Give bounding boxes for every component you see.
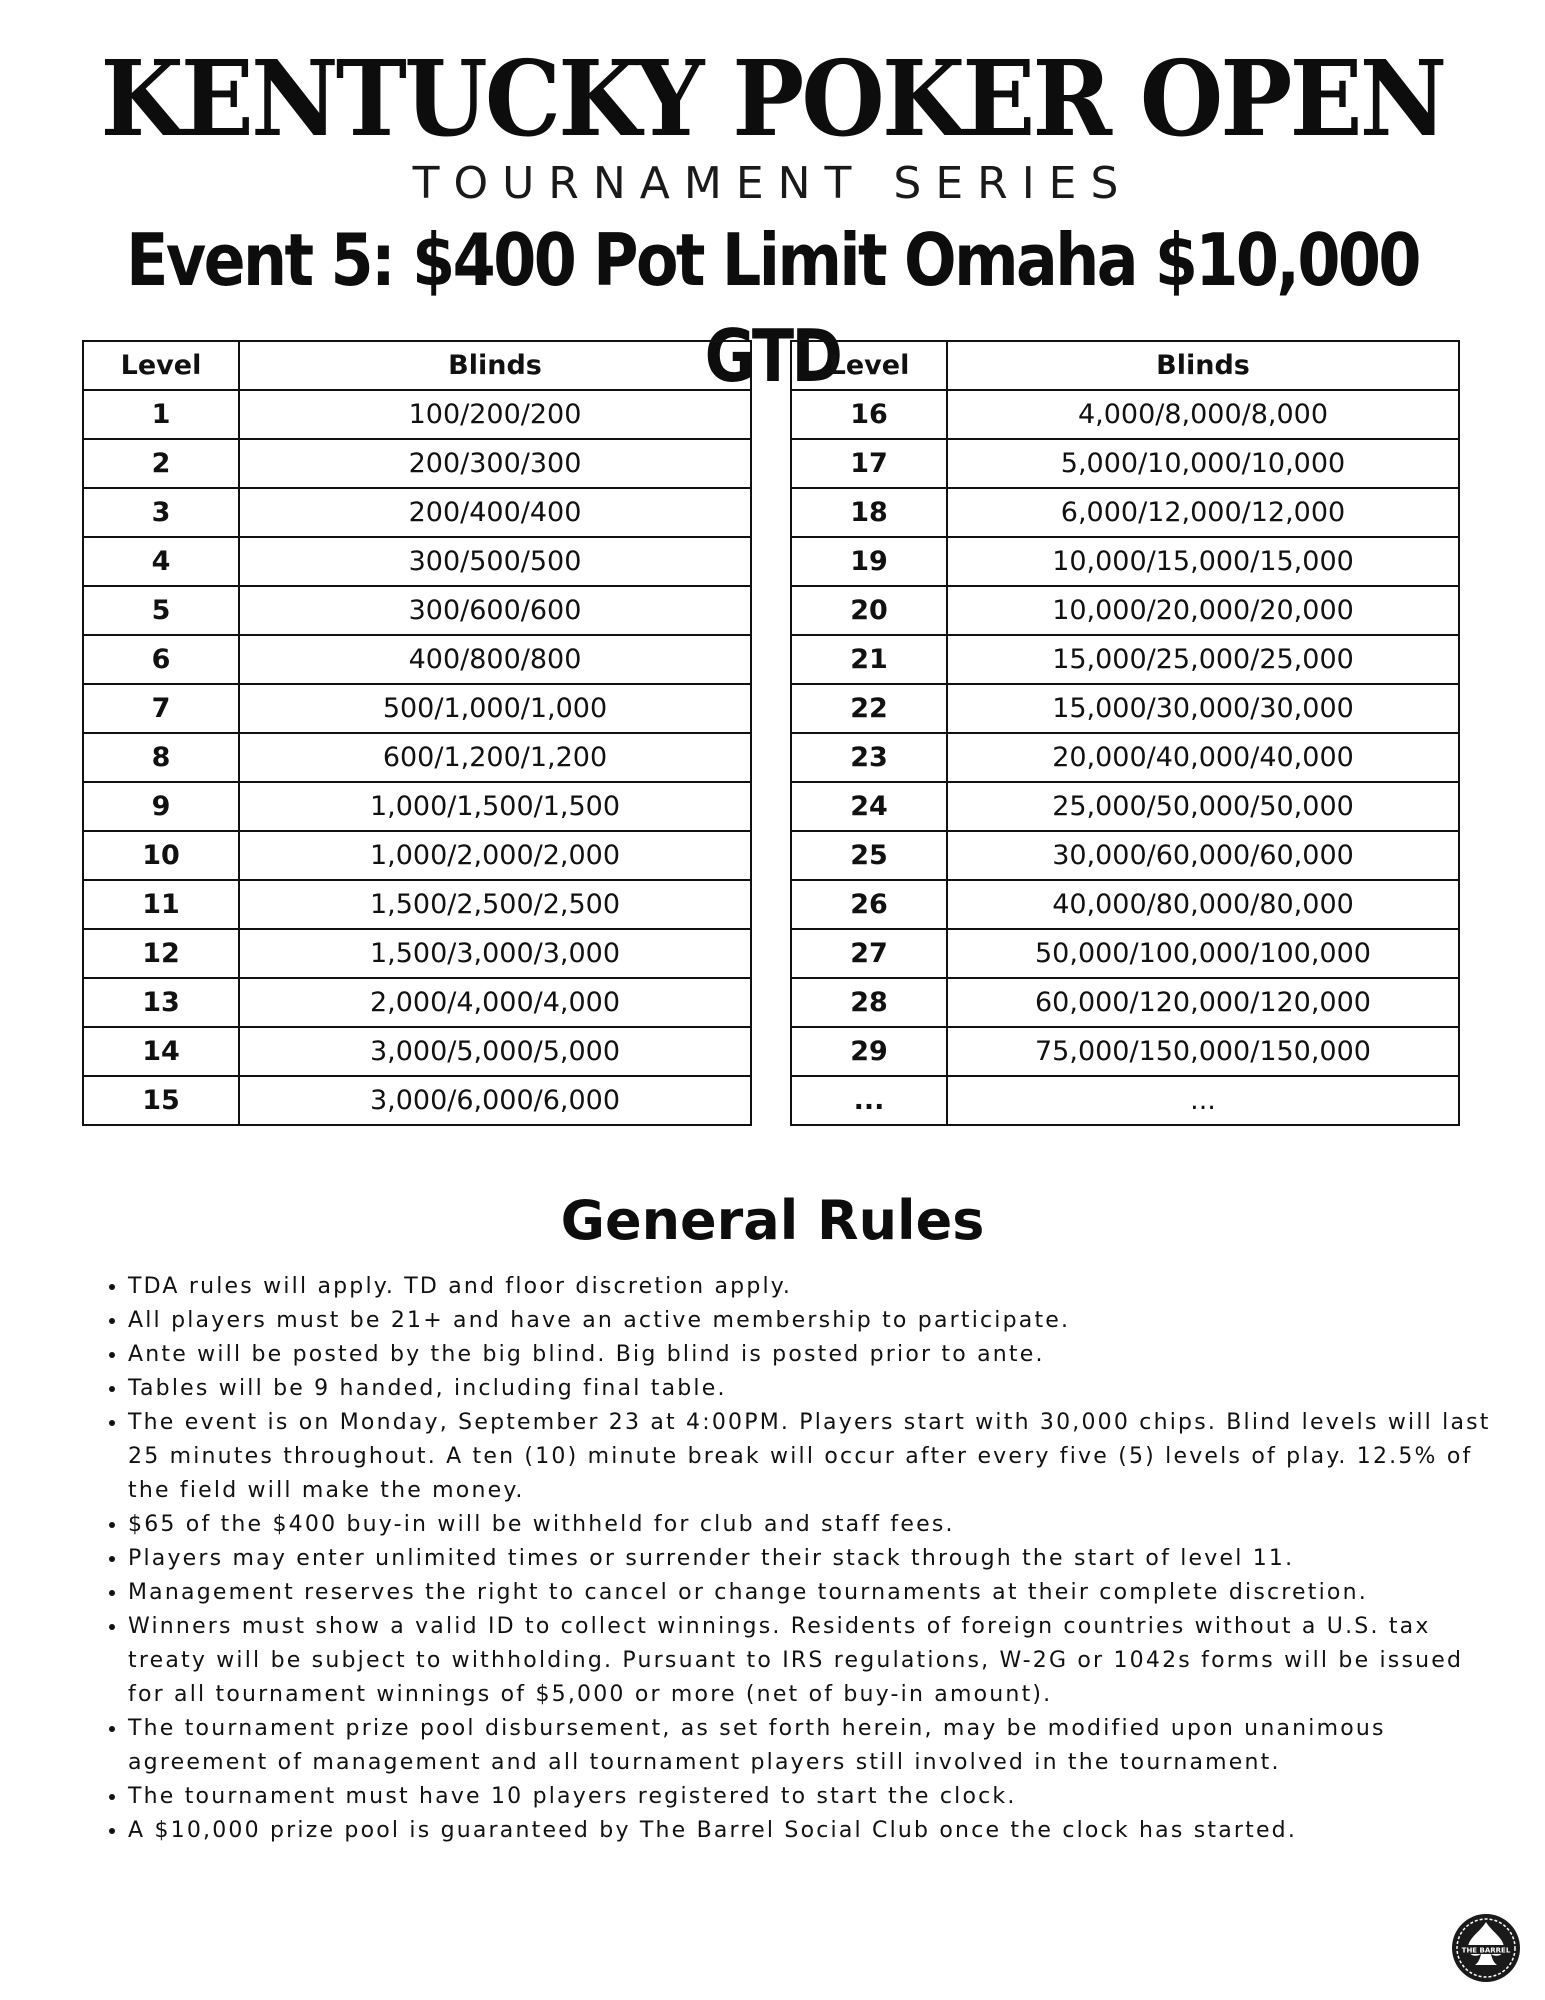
blinds-cell: 300/500/500 xyxy=(239,537,751,586)
table-row xyxy=(83,488,751,537)
level-cell: 29 xyxy=(791,1027,947,1076)
series-title: KENTUCKY POKER OPEN xyxy=(100,37,1445,160)
blinds-cell: 10,000/20,000/20,000 xyxy=(947,586,1459,635)
table-row xyxy=(83,929,751,978)
table-row xyxy=(83,635,751,684)
level-cell: 19 xyxy=(791,537,947,586)
rule-item: • Players may enter unlimited times or surrender their stack through the start of level 11. xyxy=(128,1542,1508,1576)
level-cell: 24 xyxy=(791,782,947,831)
blinds-cell: 60,000/120,000/120,000 xyxy=(947,978,1459,1027)
table-row xyxy=(791,439,1459,488)
table-header-row xyxy=(83,341,751,390)
level-cell: 14 xyxy=(83,1027,239,1076)
blinds-cell: 30,000/60,000/60,000 xyxy=(947,831,1459,880)
rule-item: • Tables will be 9 handed, including final table. xyxy=(128,1372,1508,1406)
level-cell: 25 xyxy=(791,831,947,880)
rule-item: • TDA rules will apply. TD and floor discretion apply. xyxy=(128,1270,1508,1304)
blinds-cell: 5,000/10,000/10,000 xyxy=(947,439,1459,488)
level-cell: 8 xyxy=(83,733,239,782)
blinds-cell: 3,000/6,000/6,000 xyxy=(239,1076,751,1125)
level-cell: 12 xyxy=(83,929,239,978)
table-row xyxy=(83,537,751,586)
event-title: Event 5: $400 Pot Limit Omaha $10,000 GTD xyxy=(126,218,1419,398)
level-cell: 5 xyxy=(83,586,239,635)
table-row xyxy=(83,439,751,488)
blinds-cell: 1,000/2,000/2,000 xyxy=(239,831,751,880)
level-cell: 20 xyxy=(791,586,947,635)
blinds-cell: 10,000/15,000/15,000 xyxy=(947,537,1459,586)
rule-item: • Ante will be posted by the big blind. Big blind is posted prior to ante. xyxy=(128,1338,1508,1372)
table-row xyxy=(83,978,751,1027)
blinds-cell: 6,000/12,000/12,000 xyxy=(947,488,1459,537)
blinds-cell: 50,000/100,000/100,000 xyxy=(947,929,1459,978)
general-rules-heading: General Rules xyxy=(560,1189,985,1252)
blinds-cell: 15,000/25,000/25,000 xyxy=(947,635,1459,684)
general-rules-list xyxy=(96,1270,1508,1848)
rule-item: • A $10,000 prize pool is guaranteed by The Barrel Social Club once the clock has started. xyxy=(128,1814,1508,1848)
level-cell: 27 xyxy=(791,929,947,978)
level-cell: 11 xyxy=(83,880,239,929)
table-row xyxy=(791,635,1459,684)
blinds-cell: 15,000/30,000/30,000 xyxy=(947,684,1459,733)
blind-structure-table-right xyxy=(790,340,1460,1126)
level-cell: 17 xyxy=(791,439,947,488)
blinds-cell: 100/200/200 xyxy=(239,390,751,439)
table-row xyxy=(791,978,1459,1027)
blinds-cell: 40,000/80,000/80,000 xyxy=(947,880,1459,929)
blinds-cell: 75,000/150,000/150,000 xyxy=(947,1027,1459,1076)
table-row xyxy=(791,1076,1459,1125)
level-cell: 6 xyxy=(83,635,239,684)
level-cell: 28 xyxy=(791,978,947,1027)
rule-item: • Winners must show a valid ID to collect winnings. Residents of foreign countries without a U.S. tax treaty will be subject to withholding. Pursuant to IRS regulations, W-2G or 1042s forms will be issued for all tournament winnings of $5,000 or more (net of buy-in amount). xyxy=(128,1610,1508,1712)
level-cell: 13 xyxy=(83,978,239,1027)
rule-item: • The tournament prize pool disbursement, as set forth herein, may be modified upon unanimous agreement of management and all tournament players still involved in the tournament. xyxy=(128,1712,1508,1780)
level-cell: 9 xyxy=(83,782,239,831)
table-row xyxy=(83,390,751,439)
table-row xyxy=(83,831,751,880)
rule-item: • The event is on Monday, September 23 at 4:00PM. Players start with 30,000 chips. Blind levels will last 25 minutes throughout. A ten (10) minute break will occur after every five (5) levels of play. 12.5% of the field will make the money. xyxy=(128,1406,1508,1508)
level-cell: 18 xyxy=(791,488,947,537)
blinds-cell: 25,000/50,000/50,000 xyxy=(947,782,1459,831)
rule-item: • Management reserves the right to cancel or change tournaments at their complete discretion. xyxy=(128,1576,1508,1610)
level-cell: 10 xyxy=(83,831,239,880)
rule-item: • $65 of the $400 buy-in will be withheld for club and staff fees. xyxy=(128,1508,1508,1542)
blinds-cell: 400/800/800 xyxy=(239,635,751,684)
table-row xyxy=(83,586,751,635)
level-cell: 16 xyxy=(791,390,947,439)
table-row xyxy=(83,733,751,782)
level-cell: 3 xyxy=(83,488,239,537)
table-row xyxy=(83,782,751,831)
level-cell: 7 xyxy=(83,684,239,733)
level-cell: 23 xyxy=(791,733,947,782)
table-row xyxy=(791,684,1459,733)
table-row xyxy=(791,1027,1459,1076)
blinds-cell: 4,000/8,000/8,000 xyxy=(947,390,1459,439)
level-cell: 21 xyxy=(791,635,947,684)
level-cell: 1 xyxy=(83,390,239,439)
level-cell: 4 xyxy=(83,537,239,586)
table-row xyxy=(791,733,1459,782)
logo-text: THE BARREL xyxy=(1461,1946,1511,1955)
blind-structure-table-left xyxy=(82,340,752,1126)
blinds-cell: 300/600/600 xyxy=(239,586,751,635)
level-cell: 15 xyxy=(83,1076,239,1125)
barrel-spade-logo-icon xyxy=(1450,1912,1522,1984)
table-row xyxy=(83,880,751,929)
rule-item: • All players must be 21+ and have an active membership to participate. xyxy=(128,1304,1508,1338)
table-row xyxy=(791,488,1459,537)
table-row xyxy=(791,831,1459,880)
rule-item: • The tournament must have 10 players registered to start the clock. xyxy=(128,1780,1508,1814)
blinds-cell: 2,000/4,000/4,000 xyxy=(239,978,751,1027)
blinds-cell: 20,000/40,000/40,000 xyxy=(947,733,1459,782)
series-subtitle: TOURNAMENT SERIES xyxy=(412,158,1133,209)
blinds-cell: 1,500/3,000/3,000 xyxy=(239,929,751,978)
level-cell: 2 xyxy=(83,439,239,488)
blinds-cell: 200/300/300 xyxy=(239,439,751,488)
blinds-column-header: Blinds xyxy=(947,341,1459,390)
table-row xyxy=(83,1027,751,1076)
level-cell: 22 xyxy=(791,684,947,733)
level-column-header: Level xyxy=(83,341,239,390)
blinds-cell: ... xyxy=(947,1076,1459,1125)
blinds-cell: 500/1,000/1,000 xyxy=(239,684,751,733)
blinds-cell: 3,000/5,000/5,000 xyxy=(239,1027,751,1076)
blinds-cell: 600/1,200/1,200 xyxy=(239,733,751,782)
table-row xyxy=(83,1076,751,1125)
table-header-row xyxy=(791,341,1459,390)
table-row xyxy=(791,390,1459,439)
blinds-cell: 200/400/400 xyxy=(239,488,751,537)
blinds-cell: 1,500/2,500/2,500 xyxy=(239,880,751,929)
table-row xyxy=(791,537,1459,586)
level-column-header: Level xyxy=(791,341,947,390)
level-cell: 26 xyxy=(791,880,947,929)
table-row xyxy=(791,782,1459,831)
table-row xyxy=(83,684,751,733)
blinds-cell: 1,000/1,500/1,500 xyxy=(239,782,751,831)
table-row xyxy=(791,586,1459,635)
blinds-column-header: Blinds xyxy=(239,341,751,390)
level-cell: ... xyxy=(791,1076,947,1125)
table-row xyxy=(791,880,1459,929)
table-row xyxy=(791,929,1459,978)
